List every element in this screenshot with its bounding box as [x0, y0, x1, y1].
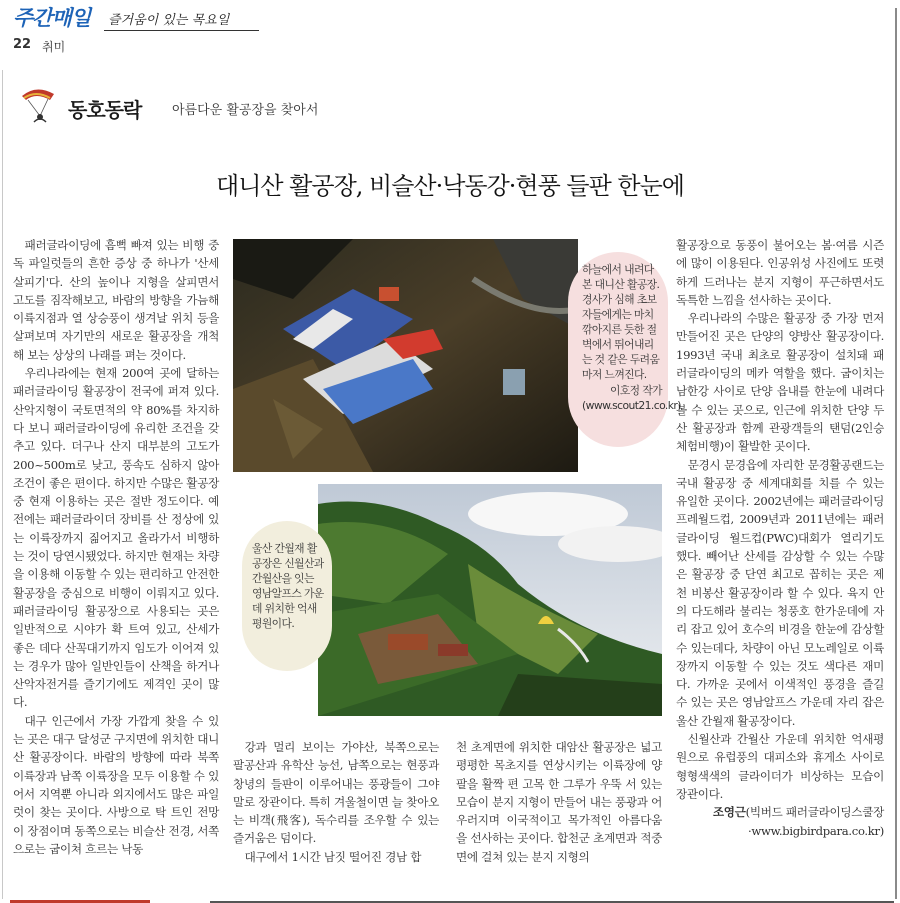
- masthead: 주간매일: [13, 5, 91, 30]
- paragraph: 강과 멀리 보이는 가야산, 북쪽으로는 팔공산과 유학산 능선, 남쪽으로는 현풍과 창녕의 들판이 이루어내는 풍광들이 그야말로 장관이다. 특히 겨울철이면 늘 찾아오는 비객(飛客), 독수리를 조우할 수 있는 즐거움은 덤이다.: [233, 740, 439, 846]
- author-url: ·www.bigbirdpara.co.kr): [747, 823, 884, 838]
- paragraph: 신월산과 간월산 가운데 위치한 억새평원으로 유럽풍의 대피소와 휴게소 사이로 형형색색의 글라이더가 비상하는 모습이 장관이다.: [676, 732, 884, 801]
- caption-text: 울산 간월재 활공장은 신월산과 간월산을 잇는 영남알프스 가운데 위치한 억새 평원이다.: [252, 542, 324, 630]
- body-column-2: [233, 738, 439, 866]
- paragraph: 우리나라에는 현재 200여 곳에 달하는 패러글라이딩 활공장이 전국에 퍼져 있다. 산악지형이 국토면적의 약 80%를 차지하다 보니 패러글라이딩에 유리한 조건을 갖추고 있다. 더구나 산지 대부분의 고도가 200~500m로 낮고, 풍속도 심하지 않아 조건이 좋은 편이다. 하지만 수많은 활공장 중 현재 이용하는 곳은 절반 정도이다. 예전에는 패러글라이더 장비를 산 정상에 있는 이륙장까지 짊어지고 올라가서 비행하는 것이 당연시됐었다. 하지만 현재는 차량을 이용해 이동할 수 있는 편리하고 안전한 활공장을 중심으로 비행이 이뤄지고 있다. 패러글라이딩 활공장으로 사용되는 곳은 일반적으로 시야가 확 트여 있고, 산세가 좋은 데다 산꼭대기까지 임도가 이어져 있는 경우가 많아 일반인들이 산책을 하거나 산악자전거를 즐기기에도 제격인 곳이 많다.: [13, 366, 219, 710]
- column-title: 동호동락: [68, 98, 142, 122]
- article-headline: 대니산 활공장, 비슬산·낙동강·현풍 들판 한눈에: [216, 172, 684, 200]
- photo-credit: 이호정 작가(www.scout21.co.kr): [582, 384, 681, 412]
- paraglider-icon: [20, 86, 56, 124]
- paragraph: 대구에서 1시간 남짓 떨어진 경남 합: [244, 849, 422, 864]
- tagline: 즐거움이 있는 목요일: [104, 9, 259, 31]
- paragraph: 대구 인근에서 가장 가깝게 찾을 수 있는 곳은 대구 달성군 구지면에 위치한 대니산 활공장이다. 바람의 방향에 따라 북쪽 이륙장과 남쪽 이륙장을 모두 이용할 수 있어서 지역뿐 아니라 외지에서도 많은 파일럿이 찾는 곳이다. 사방으로 탁 트인 전망이 장점이며 동쪽으로는 비슬산 전경, 서쪽으로는 굽이쳐 흐르는 낙동: [13, 713, 219, 856]
- caption-text: 하늘에서 내려다본 대니산 활공장. 경사가 심해 초보자들에게는 마치 깎아지른 듯한 절벽에서 뛰어내리는 것 같은 두려움마저 느껴진다.: [582, 263, 660, 381]
- paragraph: 활공장으로 동풍이 불어오는 봄·여름 시즌에 많이 이용된다. 인공위성 사진에도 또렷하게 드러나는 분지 지형이 푸근하면서도 독특한 느낌을 선사하는 곳이다.: [676, 238, 884, 307]
- column-subtitle: 아름다운 활공장을 찾아서: [172, 103, 319, 118]
- author-byline: [676, 803, 884, 821]
- photo-caption-1: [582, 262, 681, 413]
- paragraph: 우리나라의 수많은 활공장 중 가장 먼저 만들어진 곳은 단양의 양방산 활공장이다. 1993년 국내 최초로 활공장이 설치돼 패러글라이딩의 메카 역할을 했다. 굽이치는 남한강 사이로 단양 읍내를 한눈에 내려다볼 수 있는 곳으로, 인근에 위치한 단양 두산 활공장과 함께 관광객들의 탠덤(2인승 체험비행)이 활발한 곳이다.: [676, 311, 884, 454]
- author-affiliation: (빅버드 패러글라이딩스쿨장: [745, 805, 884, 820]
- author-name: 조영근: [712, 805, 746, 820]
- body-column-4: [676, 236, 884, 840]
- photo-ganwoljae: [318, 484, 662, 716]
- page-border-right: [895, 8, 897, 899]
- photo-caption-2: [252, 541, 324, 631]
- section-label: 취미: [42, 40, 66, 54]
- body-column-3: [456, 738, 662, 866]
- photo-danisan-launch: [233, 239, 578, 472]
- body-column-1: [13, 236, 219, 858]
- paragraph: 천 초계면에 위치한 대암산 활공장은 넓고 평평한 목초지를 연상시키는 이륙장에 양팔을 활짝 편 고목 한 그루가 우뚝 서 있는 모습이 분지 지형이 만들어 내는 풍광과 어우러지며 이국적이고 목가적인 아름다움을 선사하는 곳이다. 합천군 초계면과 적중면에 걸쳐 있는 분지 지형의: [456, 740, 662, 864]
- paragraph: 패러글라이딩에 흠뻑 빠져 있는 비행 중독 파일럿들의 흔한 증상 중 하나가 '산세 살피기'다. 산의 높이나 지형을 살피면서 고도를 짐작해보고, 바람의 방향을 가늠해 이륙지점과 열 상승풍이 생겨날 위치 등을 살펴보며 자기만의 새로운 활공장을 개척해 보는 상상의 나래를 펴는 것이다.: [13, 238, 219, 362]
- page-number: 22: [13, 37, 32, 52]
- paragraph: 문경시 문경읍에 자리한 문경활공랜드는 국내 활공장 중 세계대회를 치를 수 있는 유일한 곳이다. 2002년에는 패러글라이딩 프레월드컵, 2009년과 2011년에는 패러글라이딩 월드컵(PWC)대회가 열리기도 했다. 빼어난 산세를 감상할 수 있는 수많은 활공장 중 단연 최고로 꼽히는 곳은 제천 비봉산 활공장이라 할 수 있다. 육지 안의 다도해라 불리는 청풍호 한가운데에 자리 잡고 있어 호수의 비경을 한눈에 감상할 수 있는데다, 차량이 아닌 모노레일로 이륙장까지 이동할 수 있는 것도 색다른 재미다. 가까운 곳에서 이색적인 풍경을 즐길 수 있는 곳은 영남알프스 가운데 자리 잡은 울산 간월재 활공장이다.: [676, 457, 884, 728]
